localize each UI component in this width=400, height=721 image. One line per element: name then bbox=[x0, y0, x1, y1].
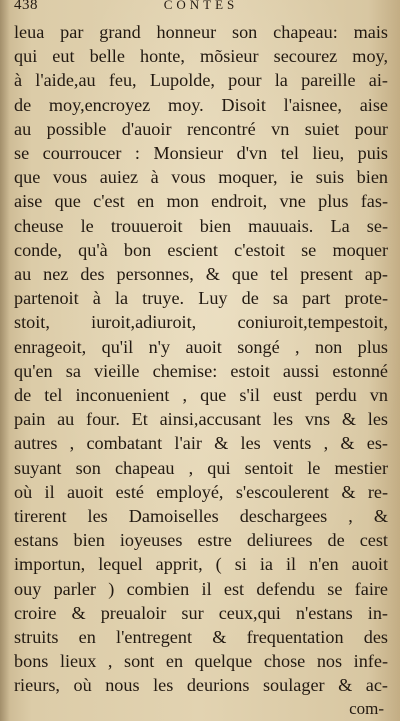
text-line: se courroucer : Monsieur d'vn tel lieu, puis bbox=[14, 143, 388, 164]
text-line: ouy parler ) combien il est defendu se faire bbox=[14, 578, 388, 599]
text-line: suyant son chapeau , qui sentoit le mestier bbox=[14, 457, 388, 478]
text-line: à l'aide,au feu, Lupolde, pour la pareille ai- bbox=[14, 70, 388, 91]
text-line: de moy,encroyez moy. Disoit l'aisnee, aise bbox=[14, 94, 388, 115]
text-line: stoit, iuroit,adiuroit, coniuroit,tempestoit, bbox=[14, 312, 388, 333]
text-line: tirerent les Damoiselles deschargees , & bbox=[14, 506, 388, 527]
page-number: 438 bbox=[14, 0, 38, 13]
gutter-shadow bbox=[0, 0, 10, 721]
body-text bbox=[14, 20, 388, 720]
text-line: rieurs, où nous les deurions soulager & ac- bbox=[14, 675, 388, 696]
text-line: cheuse le trouueroit bien mauuais. La se- bbox=[14, 215, 388, 236]
text-line: qui eut belle honte, mõsieur secourez moy, bbox=[14, 46, 388, 67]
text-line: struits en l'entregent & frequentation des bbox=[14, 627, 388, 648]
text-line: conde, qu'à bon escient c'estoit se moquer bbox=[14, 239, 388, 260]
text-line: au nez des personnes, & que tel present ap- bbox=[14, 264, 388, 285]
text-line: aise que c'est en mon endroit, vne plus fas- bbox=[14, 191, 388, 212]
text-line: de tel inconuenient , que s'il eust perdu vn bbox=[14, 385, 388, 406]
text-line: leua par grand honneur son chapeau: mais bbox=[14, 22, 388, 42]
running-title: CONTES bbox=[163, 0, 239, 12]
text-line: partenoit à la truye. Luy de sa part prote- bbox=[14, 288, 388, 309]
text-line: autres , combatant l'air & les vents , & es- bbox=[14, 433, 388, 454]
text-line: importun, lequel apprit, ( si ia il n'en auoit bbox=[14, 554, 388, 575]
text-line: pain au four. Et ainsi,accusant les vns & les bbox=[14, 409, 388, 430]
text-line: estans bien ioyeuses estre deliurees de cest bbox=[14, 530, 388, 551]
text-line: qu'en sa vieille chemise: estoit aussi estonné bbox=[14, 360, 388, 381]
text-line: où il auoit esté employé, s'escoulerent & re- bbox=[14, 481, 388, 502]
text-line: bons lieux , sont en quelque chose nos infe- bbox=[14, 651, 388, 672]
page-header bbox=[14, 0, 388, 16]
catchword: com- bbox=[349, 698, 384, 718]
text-line: croire & preualoir sur ceux,qui n'estans in- bbox=[14, 602, 388, 623]
text-line: au possible d'auoir rencontré vn suiet pour bbox=[14, 118, 388, 139]
text-line: enrageoit, qu'il n'y auoit songé , non plus bbox=[14, 336, 388, 357]
text-line: que vous auiez à vous moquer, ie suis bien bbox=[14, 167, 388, 188]
